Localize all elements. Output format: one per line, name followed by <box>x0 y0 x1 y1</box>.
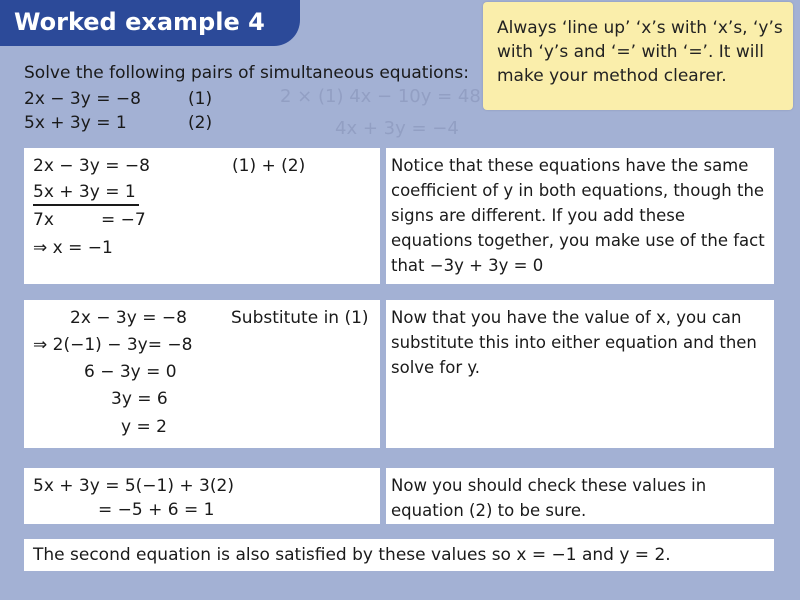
step3-line-1: 5x + 3y = 5(−1) + 3(2) <box>33 476 234 496</box>
step1-line-4: ⇒ x = −1 <box>33 238 113 258</box>
step2-line-4: 3y = 6 <box>111 389 168 409</box>
problem-equation-2: 5x + 3y = 1 <box>24 113 127 133</box>
step2-working-cell <box>24 300 380 448</box>
problem-equation-1: 2x − 3y = −8 <box>24 89 141 109</box>
conclusion-text: The second equation is also satisfied by these values so x = −1 and y = 2. <box>33 545 671 565</box>
conclusion-cell <box>24 539 774 571</box>
step3-line-2: = −5 + 6 = 1 <box>98 500 215 520</box>
tip-box <box>483 2 793 110</box>
step3-working-cell <box>24 468 380 524</box>
step1-note: (1) + (2) <box>232 156 306 176</box>
addition-rule <box>33 204 139 206</box>
step1-line-3-rhs: = −7 <box>101 210 146 230</box>
page-title: Worked example 4 <box>14 8 265 36</box>
step1-explanation-cell <box>386 148 774 284</box>
show-through-text: 2 × (1) 4x − 10y = 48 <box>280 86 481 107</box>
show-through-text: 4x + 3y = −4 <box>335 118 459 139</box>
step2-line-2: ⇒ 2(−1) − 3y= −8 <box>33 335 193 355</box>
step2-line-1: 2x − 3y = −8 <box>70 308 187 328</box>
step2-explanation: Now that you have the value of x, you can substitute this into either equation and then solve for y. <box>391 308 757 377</box>
problem-equation-1-label: (1) <box>188 89 213 109</box>
problem-equation-2-label: (2) <box>188 113 213 133</box>
step1-explanation: Notice that these equations have the same coefficient of y in both equations, though the signs are different. If you add these equations together, you make use of the fact that −3y + 3y = 0 <box>391 156 765 275</box>
step3-explanation-cell <box>386 468 774 524</box>
step2-line-5: y = 2 <box>121 417 167 437</box>
step2-explanation-cell <box>386 300 774 448</box>
step1-line-1: 2x − 3y = −8 <box>33 156 150 176</box>
step2-line-3: 6 − 3y = 0 <box>84 362 177 382</box>
step3-explanation: Now you should check these values in equation (2) to be sure. <box>391 476 707 520</box>
step1-line-3: 7x <box>33 210 54 230</box>
step2-note: Substitute in (1) <box>231 308 369 328</box>
tip-text: Always ‘line up’ ‘x’s with ‘x’s, ‘y’s with ‘y’s and ‘=’ with ‘=’. It will make your method clearer. <box>497 18 783 86</box>
step1-line-2: 5x + 3y = 1 <box>33 182 136 202</box>
header-tab <box>0 0 300 46</box>
problem-instruction: Solve the following pairs of simultaneous equations: <box>24 63 469 83</box>
step1-working-cell <box>24 148 380 284</box>
